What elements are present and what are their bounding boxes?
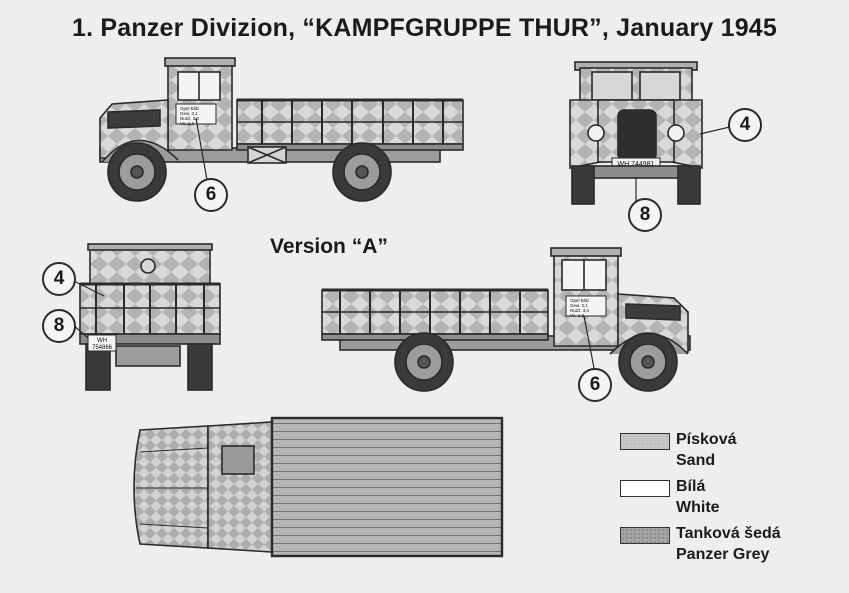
legend-swatch-sand <box>620 433 670 450</box>
legend-line1: Písková <box>676 431 737 448</box>
legend-label <box>676 523 781 565</box>
legend-line2: White <box>676 499 720 516</box>
callout-rear-plate: 8 <box>42 309 76 343</box>
door-stencil-line: Vs. 1.3 <box>570 313 585 318</box>
truck-rear-view <box>72 244 220 390</box>
rear-plate-line2: 754866 <box>91 345 113 351</box>
legend-line2: Panzer Grey <box>676 546 770 563</box>
legend-swatch-grey <box>620 527 670 544</box>
door-stencil-line: Opel Blitz <box>570 298 590 303</box>
legend-label <box>676 476 720 518</box>
page-title: 1. Panzer Divizion, “KAMPFGRUPPE THUR”, January 1945 <box>71 14 778 42</box>
legend-line1: Bílá <box>676 478 706 495</box>
front-plate-text: WH 744981 <box>617 161 655 168</box>
legend-label <box>676 429 736 471</box>
truck-side-view-left <box>100 58 463 201</box>
door-stencil-line: Vs. 1.3 <box>180 121 195 126</box>
callout-rear-light: 4 <box>42 262 76 296</box>
truck-side-view-right <box>322 248 690 391</box>
callout-side-left-door: 6 <box>194 178 228 212</box>
truck-top-view <box>134 418 502 556</box>
rear-plate-line1: WH <box>97 338 107 344</box>
door-stencil-line: Gew. 3,1 <box>570 303 588 308</box>
door-stencil-line: Nutzl. 3,0 <box>180 116 200 121</box>
callout-front-headlight: 4 <box>728 108 762 142</box>
version-label: Version “A” <box>270 235 388 258</box>
callout-front-plate: 8 <box>628 198 662 232</box>
legend-line1: Tanková šedá <box>676 525 781 542</box>
door-stencil-line: Nutzl. 3,0 <box>570 308 590 313</box>
callout-side-right-door: 6 <box>578 368 612 402</box>
door-stencil-line: Gew. 3,1 <box>180 111 198 116</box>
truck-front-view <box>570 62 734 204</box>
door-stencil-line: Opel Blitz <box>180 106 200 111</box>
legend-swatch-white <box>620 480 670 497</box>
legend-line2: Sand <box>676 452 716 469</box>
